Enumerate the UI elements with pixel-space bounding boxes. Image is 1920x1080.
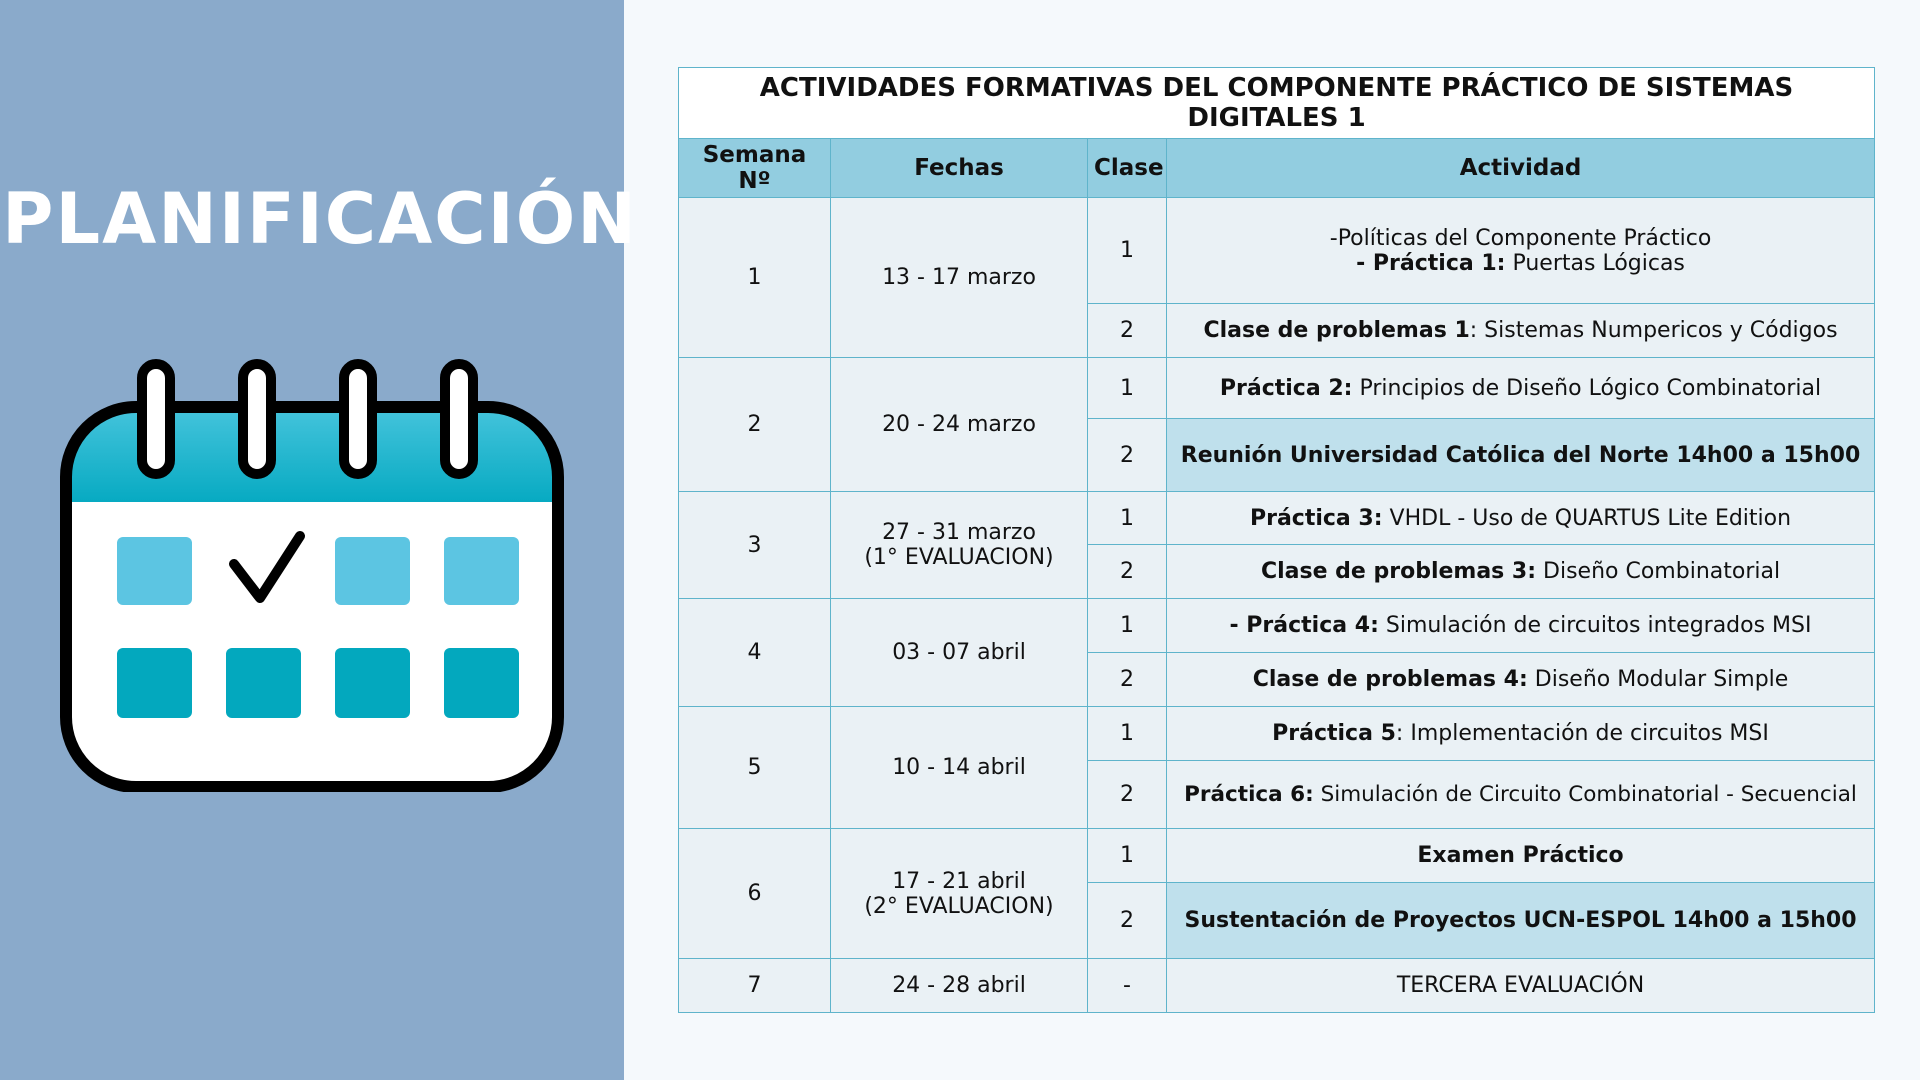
activity-bold: Práctica 5 bbox=[1272, 721, 1396, 746]
clase-number: - bbox=[1088, 959, 1167, 1013]
clase-number: 1 bbox=[1088, 829, 1167, 883]
header-actividad: Actividad bbox=[1167, 139, 1875, 198]
clase-number: 2 bbox=[1088, 653, 1167, 707]
week-dates: 24 - 28 abril bbox=[831, 959, 1088, 1013]
activity-highlight: Sustentación de Proyectos UCN-ESPOL 14h00 a 15h00 bbox=[1167, 883, 1875, 959]
week-number: 4 bbox=[679, 599, 831, 707]
clase-number: 1 bbox=[1088, 599, 1167, 653]
activity-bold: Clase de problemas 1 bbox=[1203, 318, 1470, 343]
dates-line: 17 - 21 abril bbox=[892, 868, 1026, 894]
week-dates bbox=[831, 492, 1088, 599]
week-dates: 20 - 24 marzo bbox=[831, 358, 1088, 492]
week-dates: 10 - 14 abril bbox=[831, 707, 1088, 829]
table-header-row bbox=[679, 139, 1875, 198]
activity-cell bbox=[1167, 358, 1875, 419]
activity-text: Simulación de Circuito Combinatorial - Secuencial bbox=[1313, 782, 1857, 807]
slide-title: PLANIFICACIÓN bbox=[2, 178, 638, 260]
table-row bbox=[679, 707, 1875, 761]
week-dates bbox=[831, 829, 1088, 959]
clase-number: 2 bbox=[1088, 883, 1167, 959]
clase-number: 2 bbox=[1088, 304, 1167, 358]
left-panel bbox=[0, 0, 638, 1080]
week-number: 7 bbox=[679, 959, 831, 1013]
table-row bbox=[679, 829, 1875, 883]
activity-bold: Práctica 3: bbox=[1249, 505, 1383, 531]
evaluation-note: (1° EVALUACION) bbox=[864, 545, 1054, 570]
activity-cell: TERCERA EVALUACIÓN bbox=[1167, 959, 1875, 1013]
activity-bold: Clase de problemas 3: bbox=[1260, 559, 1537, 584]
activity-text: VHDL - Uso de QUARTUS Lite Edition bbox=[1382, 505, 1792, 531]
week-number: 2 bbox=[679, 358, 831, 492]
activity-cell bbox=[1167, 198, 1875, 304]
clase-number: 2 bbox=[1088, 419, 1167, 492]
activity-highlight: Reunión Universidad Católica del Norte 14h00 a 15h00 bbox=[1167, 419, 1875, 492]
table-row bbox=[679, 959, 1875, 1013]
activity-text: Puertas Lógicas bbox=[1505, 250, 1685, 276]
activity-text: Principios de Diseño Lógico Combinatorial bbox=[1352, 375, 1822, 401]
header-clase: Clase bbox=[1088, 139, 1167, 198]
table-row bbox=[679, 198, 1875, 304]
activity-bold: Práctica 6: bbox=[1184, 782, 1314, 807]
week-number: 3 bbox=[679, 492, 831, 599]
schedule-table bbox=[678, 67, 1875, 1013]
activity-bold: - Práctica 4: bbox=[1229, 613, 1379, 638]
week-number: 5 bbox=[679, 707, 831, 829]
activity-text: : Implementación de circuitos MSI bbox=[1395, 721, 1769, 746]
week-number: 1 bbox=[679, 198, 831, 358]
table-row bbox=[679, 599, 1875, 653]
activity-cell bbox=[1167, 599, 1875, 653]
clase-number: 1 bbox=[1088, 358, 1167, 419]
activity-cell bbox=[1167, 761, 1875, 829]
activity-text: Simulación de circuitos integrados MSI bbox=[1378, 613, 1812, 638]
week-dates: 13 - 17 marzo bbox=[831, 198, 1088, 358]
evaluation-note: (2° EVALUACION) bbox=[864, 893, 1054, 919]
header-semana: Semana Nº bbox=[679, 139, 831, 198]
activity-text: Diseño Modular Simple bbox=[1527, 667, 1789, 692]
activity-bold: Práctica 2: bbox=[1219, 375, 1353, 401]
activity-line: -Políticas del Componente Práctico bbox=[1329, 225, 1712, 251]
clase-number: 2 bbox=[1088, 761, 1167, 829]
table-title: ACTIVIDADES FORMATIVAS DEL COMPONENTE PRÁCTICO DE SISTEMAS DIGITALES 1 bbox=[679, 68, 1875, 139]
activity-text: Diseño Combinatorial bbox=[1536, 559, 1781, 584]
calendar-check-icon bbox=[56, 352, 568, 792]
table-row bbox=[679, 492, 1875, 545]
activity-cell bbox=[1167, 653, 1875, 707]
activity-cell bbox=[1167, 304, 1875, 358]
activity-cell bbox=[1167, 545, 1875, 599]
activity-cell bbox=[1167, 707, 1875, 761]
header-fechas: Fechas bbox=[831, 139, 1088, 198]
week-number: 6 bbox=[679, 829, 831, 959]
clase-number: 1 bbox=[1088, 492, 1167, 545]
schedule-table-container bbox=[678, 67, 1874, 1013]
clase-number: 1 bbox=[1088, 198, 1167, 304]
activity-bold: - Práctica 1: bbox=[1356, 250, 1506, 276]
activity-text: : Sistemas Numpericos y Códigos bbox=[1469, 318, 1838, 343]
week-dates: 03 - 07 abril bbox=[831, 599, 1088, 707]
dates-line: 27 - 31 marzo bbox=[882, 520, 1036, 545]
table-row bbox=[679, 358, 1875, 419]
activity-cell bbox=[1167, 492, 1875, 545]
activity-bold: Clase de problemas 4: bbox=[1252, 667, 1528, 692]
activity-cell: Examen Práctico bbox=[1167, 829, 1875, 883]
clase-number: 1 bbox=[1088, 707, 1167, 761]
clase-number: 2 bbox=[1088, 545, 1167, 599]
